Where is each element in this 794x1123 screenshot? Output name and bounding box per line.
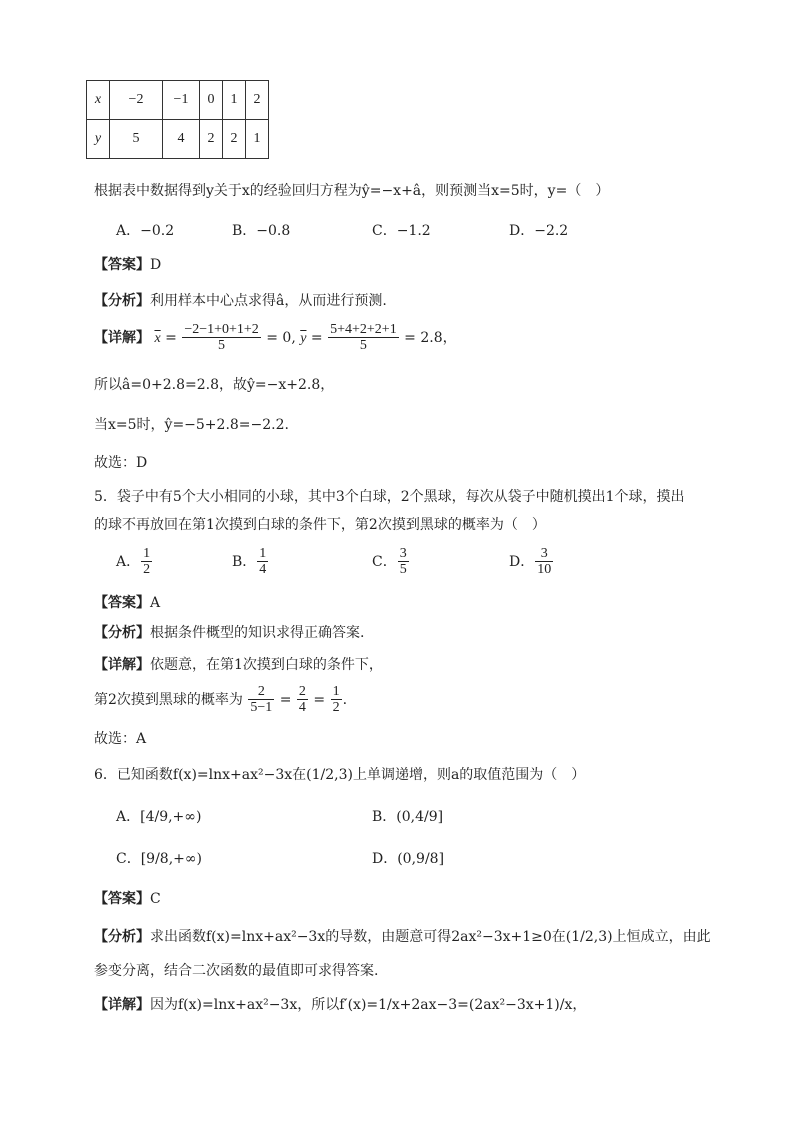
answer-tag: 【答案】 [94, 595, 150, 611]
table-cell: 5 [110, 120, 163, 159]
detail-line-3: 当x=5时，ŷ=−5+2.8=−2.2. [94, 417, 289, 433]
denominator: 2 [332, 700, 340, 716]
numerator: 2 [298, 684, 306, 699]
analysis-line [94, 622, 364, 642]
option-a: A．[4/9,+∞) [116, 809, 202, 825]
numerator: 3 [399, 546, 407, 561]
option-d: D．(0,9/8] [372, 851, 445, 867]
table-cell: y [87, 120, 110, 159]
numerator: 1 [259, 546, 267, 561]
option-letter: D． [509, 553, 535, 570]
numerator: −2−1+0+1+2 [184, 322, 259, 337]
xbar-symbol: $\overline{x}$ [154, 330, 161, 346]
option-b: B．(0,4/9] [372, 809, 444, 825]
analysis-tag: 【分析】 [94, 929, 150, 945]
q4-stem: 根据表中数据得到y关于x的经验回归方程为ŷ=−x+â，则预测当x=5时，y=（ ） [94, 183, 610, 199]
option-b [232, 546, 269, 578]
detail-line-2: 所以â=0+2.8=2.8，故ŷ=−x+2.8， [94, 377, 335, 393]
option-d [509, 546, 554, 578]
option-a: A．−0.2 [116, 223, 175, 239]
numerator: 3 [535, 546, 553, 562]
option-c: C．−1.2 [372, 223, 431, 239]
denominator: 5−1 [250, 700, 273, 716]
fraction [248, 684, 274, 716]
numerator: 5+4+2+2+1 [330, 322, 397, 337]
table-row [87, 81, 269, 120]
analysis-line [94, 926, 711, 946]
choose-line: 故选：D [94, 455, 148, 471]
table-cell: 4 [163, 120, 200, 159]
analysis-text: 利用样本中心点求得â，从而进行预测. [150, 293, 387, 309]
table-cell: 2 [246, 81, 269, 120]
answer-value: C [150, 891, 161, 907]
table-cell: −2 [110, 81, 163, 120]
answer-line [94, 254, 161, 274]
option-c: C．[9/8,+∞) [116, 851, 203, 867]
detail-line [94, 994, 586, 1014]
fraction [297, 684, 308, 716]
detail-line [94, 654, 383, 674]
option-letter: A． [116, 553, 141, 570]
denominator: 4 [298, 700, 306, 716]
answer-tag: 【答案】 [94, 257, 150, 273]
detail-text: 第2次摸到黑球的概率为 [94, 691, 243, 708]
fraction [182, 322, 260, 354]
answer-tag: 【答案】 [94, 891, 150, 907]
answer-line [94, 888, 161, 908]
table-cell: x [87, 81, 110, 120]
table-row [87, 120, 269, 159]
option-letter: B． [232, 553, 257, 570]
table-cell: 1 [223, 81, 246, 120]
analysis-line-2: 参变分离，结合二次函数的最值即可求得答案. [94, 963, 379, 979]
fraction [331, 684, 342, 716]
numerator: 2 [248, 684, 274, 700]
option-a [116, 546, 153, 578]
ybar-symbol: $\overline{y}$ [300, 330, 307, 346]
denominator: 5 [359, 338, 367, 354]
table-cell: 2 [223, 120, 246, 159]
detail-line-2: 第2次摸到黑球的概率为 $\frac{2}{5-1}$ = $\frac{2}{4}$ = $\frac{1}{2}$ . [94, 684, 348, 716]
q5-stem-1: 5．袋子中有5个大小相同的小球，其中3个白球，2个黑球，每次从袋子中随机摸出1个球，摸出 [94, 489, 685, 505]
choose-line: 故选：A [94, 731, 147, 747]
detail-tag: 【详解】 [94, 657, 150, 673]
analysis-text: 根据条件概型的知识求得正确答案. [150, 625, 365, 641]
option-d: D．−2.2 [509, 223, 569, 239]
analysis-tag: 【分析】 [94, 625, 150, 641]
table-cell: 2 [200, 120, 223, 159]
denominator: 5 [218, 338, 226, 354]
analysis-tag: 【分析】 [94, 293, 150, 309]
fraction [328, 322, 399, 354]
detail-text: 因为f(x)=lnx+ax²−3x，所以f′(x)=1/x+2ax−3=(2ax²−3x+1)/x， [150, 997, 587, 1013]
answer-value: A [150, 595, 161, 611]
denominator: 4 [259, 562, 267, 578]
analysis-text: 求出函数f(x)=lnx+ax²−3x的导数，由题意可得2ax²−3x+1≥0在(1/2,3)上恒成立，由此 [150, 929, 711, 945]
table-cell: −1 [163, 81, 200, 120]
option-letter: C． [372, 553, 397, 570]
answer-value: D [150, 257, 162, 273]
numerator: 1 [143, 546, 151, 561]
fraction [535, 546, 553, 578]
detail-line: 【详解】 $\overline{x}$ = $\frac{-2-1+0+1+2}{5}$ = 0, $\overline{y}$ = $\frac{5+4+2+2+1}{5}$ = 2.8， [94, 322, 457, 354]
analysis-line [94, 290, 387, 310]
answer-line [94, 592, 160, 612]
detail-text: 依题意，在第1次摸到白球的条件下， [150, 657, 383, 673]
denominator: 2 [143, 562, 151, 578]
denominator: 10 [537, 562, 552, 578]
q6-stem: 6．已知函数f(x)=lnx+ax²−3x在(1/2,3)上单调递增，则a的取值范围为（ ） [94, 767, 586, 783]
q5-stem-2: 的球不再放回在第1次摸到白球的条件下，第2次摸到黑球的概率为（ ） [94, 517, 546, 533]
detail-tag: 【详解】 [94, 997, 150, 1013]
detail-tag: 【详解】 [94, 329, 150, 346]
table-cell: 0 [200, 81, 223, 120]
fraction [141, 546, 152, 578]
data-table [86, 80, 269, 159]
table-cell: 1 [246, 120, 269, 159]
option-c [372, 546, 410, 578]
denominator: 5 [399, 562, 407, 578]
fraction [257, 546, 268, 578]
fraction [398, 546, 409, 578]
numerator: 1 [332, 684, 340, 699]
option-b: B．−0.8 [232, 223, 291, 239]
